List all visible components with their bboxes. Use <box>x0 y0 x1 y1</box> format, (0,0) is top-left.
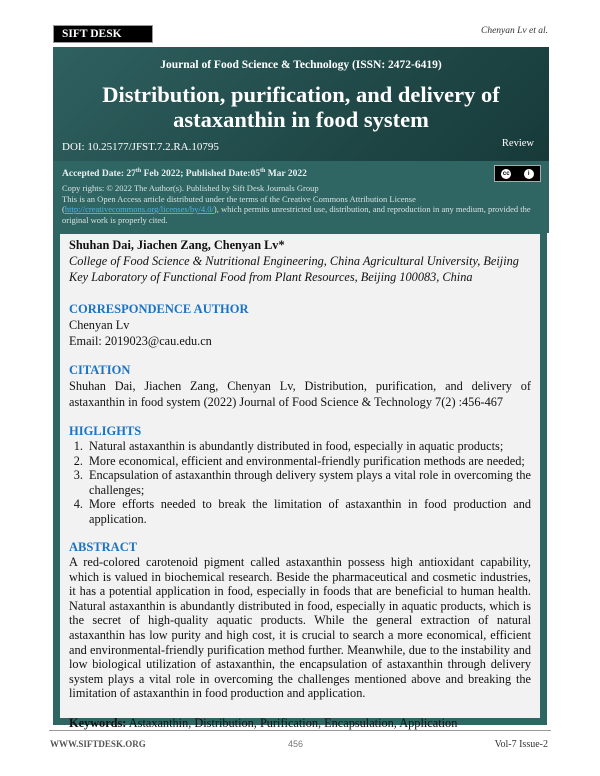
footer-divider <box>49 730 551 731</box>
highlights-section <box>69 424 531 526</box>
correspondence-section <box>69 302 531 349</box>
footer-website[interactable]: WWW.SIFTDESK.ORG <box>50 739 146 749</box>
citation-heading: CITATION <box>69 363 131 377</box>
highlight-item: 4. More efforts needed to break the limitation of astaxanthin in food production and application. <box>86 497 531 526</box>
published-date-rest: Mar 2022 <box>265 169 307 180</box>
summary-box <box>53 231 547 730</box>
keywords <box>69 715 531 731</box>
correspondence-email[interactable]: Email: 2019023@cau.edu.cn <box>69 334 212 348</box>
cc-icon: cc <box>502 170 510 177</box>
journal-name: Journal of Food Science & Technology (ISSN: 2472-6419) <box>160 59 442 71</box>
highlights-heading: HIGLIGHTS <box>69 424 142 438</box>
published-date: Feb 2022; Published Date:05 <box>141 169 260 180</box>
title-banner <box>53 47 549 161</box>
correspondence-name: Chenyan Lv <box>69 318 130 332</box>
copyright-notice: Copy rights: © 2022 The Author(s). Published by Sift Desk Journals Group This is an Open Access article distributed under the terms of the Creative Commons Attribution License (http://creativecommons.org/licenses/by/4.0/), which permits unrestricted use, distribution, and reproduction in any medium, provided the original work is properly cited. <box>62 183 539 225</box>
article-title: Distribution, purification, and delivery of astaxanthin in food system <box>102 82 500 132</box>
abstract-text: A red-colored carotenoid pigment called astaxanthin possess high antioxidant capability, which is valued in biochemical research. Beside the pharmaceutical and cosmetic industries, it has a potential application in food, especially in foods that are beneficial to human health. Natural astaxanthin is abundantly distributed in food, especially in aquatic products, which is the secret of high-quality aquatic products. While the general extraction of natural astaxanthin has low purity and high cost, it is crucial to search a more economical, efficient and environmental-friendly purification method further. Meanwhile, due to the instability and low biological utilization of astaxanthin, the encapsulation of astaxanthin through delivery system plays a vital role in overcoming the challenges mentioned above and breaking the limitation of astaxanthin in food production and application. <box>69 555 531 701</box>
cc-by-badge[interactable] <box>494 165 541 182</box>
attribution-icon: i <box>524 169 534 179</box>
sup: th <box>259 168 266 174</box>
keywords-text: Astaxanthin, Distribution, Purification, Encapsulation, Application <box>126 715 458 730</box>
license-banner <box>53 161 549 233</box>
citation-section <box>69 363 531 410</box>
publisher-logo: SIFT DESK <box>53 25 153 43</box>
highlight-item: 1. Natural astaxanthin is abundantly distributed in food, especially in aquatic products; <box>86 439 531 454</box>
footer-issue: Vol-7 Issue-2 <box>494 739 548 750</box>
doi: DOI: 10.25177/JFST.7.2.RA.10795 <box>62 141 219 153</box>
accepted-date: Accepted Date: 27 <box>62 169 136 180</box>
license-link[interactable]: http://creativecommons.org/licenses/by/4.0/ <box>64 204 214 214</box>
page-number: 456 <box>288 739 304 749</box>
license-line: This is an Open Access article distributed under the terms of the Creative Commons Attribution License <box>62 193 416 204</box>
keywords-label: Keywords: <box>69 715 127 730</box>
copyright-line: Copy rights: © 2022 The Author(s). Published by Sift Desk Journals Group <box>62 183 319 193</box>
citation-text: Shuhan Dai, Jiachen Zang, Chenyan Lv, Distribution, purification, and delivery of astaxanthin in food system (2022) Journal of Food Science & Technology 7(2) :456-467 <box>69 379 531 409</box>
article-type: Review <box>501 138 534 149</box>
license-terms: ), which permits unrestricted use, distribution, and reproduction in any medium, provided the original work is properly cited. <box>62 204 531 225</box>
affiliation: College of Food Science & Nutritional Engineering, China Agricultural University, Beijing Key Laboratory of Functional Food from Plant Resources, Beijing 100083, China <box>69 254 519 284</box>
running-head: Chenyan Lv et al. <box>480 26 548 36</box>
correspondence-heading: CORRESPONDENCE AUTHOR <box>69 302 249 316</box>
dates <box>62 168 307 179</box>
highlight-item: 3. Encapsulation of astaxanthin through delivery system plays a vital role in overcoming the challenges; <box>86 468 531 497</box>
highlight-item: 2. More economical, efficient and environmental-friendly purification methods are needed; <box>86 454 531 469</box>
abstract-heading: ABSTRACT <box>69 540 138 554</box>
sup: th <box>135 168 142 174</box>
abstract-section <box>69 540 531 701</box>
authors: Shuhan Dai, Jiachen Zang, Chenyan Lv* <box>69 238 285 252</box>
